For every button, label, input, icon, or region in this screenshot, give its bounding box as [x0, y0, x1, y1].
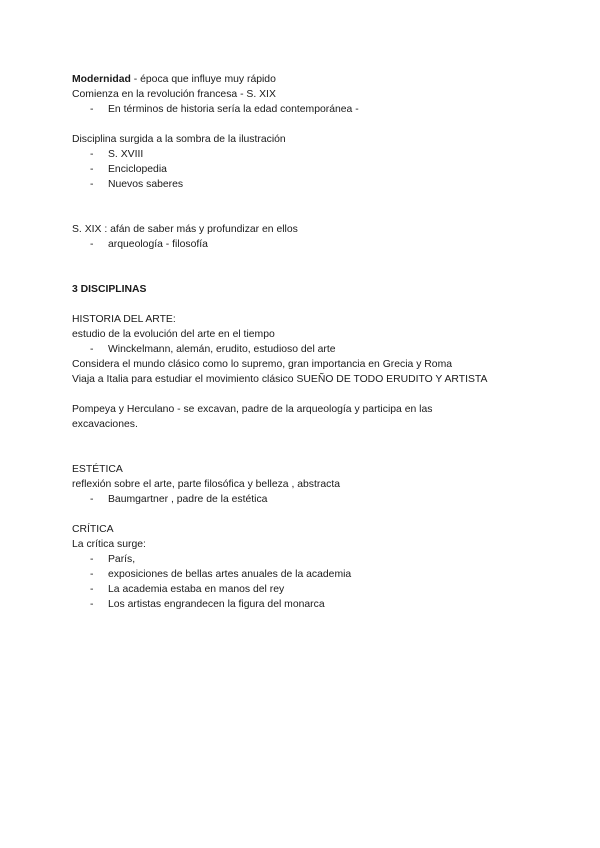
document-page	[72, 72, 542, 612]
critica-line-1: La crítica surge:	[72, 539, 146, 550]
list-item	[72, 147, 542, 162]
list-item-text: París,	[108, 554, 136, 565]
list-item	[72, 597, 542, 612]
list-item-text: S. XVIII	[108, 149, 144, 160]
disciplina-heading: Disciplina surgida a la sombra de la ilustración	[72, 134, 286, 145]
list-item-text: Enciclopedia	[108, 164, 167, 175]
list-item	[72, 552, 542, 567]
bullet-dash: -	[90, 584, 94, 595]
disciplinas-title: 3 DISCIPLINAS	[72, 284, 147, 295]
modernidad-line-2: Comienza en la revolución francesa - S. XIX	[72, 89, 276, 100]
list-item-text: arqueología - filosofía	[108, 239, 208, 250]
bullet-dash: -	[90, 179, 94, 190]
list-item	[72, 177, 542, 192]
list-item	[72, 567, 542, 582]
bullet-dash: -	[90, 104, 94, 115]
list-item-text: Baumgartner , padre de la estética	[108, 494, 268, 505]
bullet-dash: -	[90, 554, 94, 565]
historia-line-1: estudio de la evolución del arte en el tiempo	[72, 329, 275, 340]
list-item-text: exposiciones de bellas artes anuales de la academia	[108, 569, 352, 580]
bullet-dash: -	[90, 569, 94, 580]
estetica-line-1: reflexión sobre el arte, parte filosófica y belleza , abstracta	[72, 479, 340, 490]
modernidad-line	[72, 72, 542, 87]
historia-heading: HISTORIA DEL ARTE:	[72, 314, 176, 325]
sxix-heading: S. XIX : afán de saber más y profundizar en ellos	[72, 224, 298, 235]
list-item	[72, 582, 542, 597]
list-item	[72, 492, 542, 507]
bullet-dash: -	[90, 239, 94, 250]
list-item-text: Los artistas engrandecen la figura del monarca	[108, 599, 325, 610]
bullet-dash: -	[90, 344, 94, 355]
bullet-dash: -	[90, 149, 94, 160]
list-item	[72, 102, 542, 117]
list-item-text: Nuevos saberes	[108, 179, 184, 190]
historia-paragraph: Pompeya y Herculano - se excavan, padre de la arqueología y participa en las excavaciones.	[72, 404, 433, 430]
modernidad-term: Modernidad	[72, 74, 131, 85]
historia-line-3: Viaja a Italia para estudiar el movimiento clásico SUEÑO DE TODO ERUDITO Y ARTISTA	[72, 374, 488, 385]
estetica-heading: ESTÉTICA	[72, 464, 123, 475]
bullet-dash: -	[90, 599, 94, 610]
list-item	[72, 162, 542, 177]
bullet-dash: -	[90, 164, 94, 175]
list-item	[72, 342, 542, 357]
list-item-text: Winckelmann, alemán, erudito, estudioso del arte	[108, 344, 336, 355]
bullet-dash: -	[90, 494, 94, 505]
list-item-text: La academia estaba en manos del rey	[108, 584, 285, 595]
list-item	[72, 237, 542, 252]
list-item-text: En términos de historia sería la edad contemporánea -	[108, 104, 359, 115]
critica-heading: CRÍTICA	[72, 524, 114, 535]
historia-line-2: Considera el mundo clásico como lo supremo, gran importancia en Grecia y Roma	[72, 359, 453, 370]
modernidad-definition: - época que influye muy rápido	[130, 74, 276, 85]
